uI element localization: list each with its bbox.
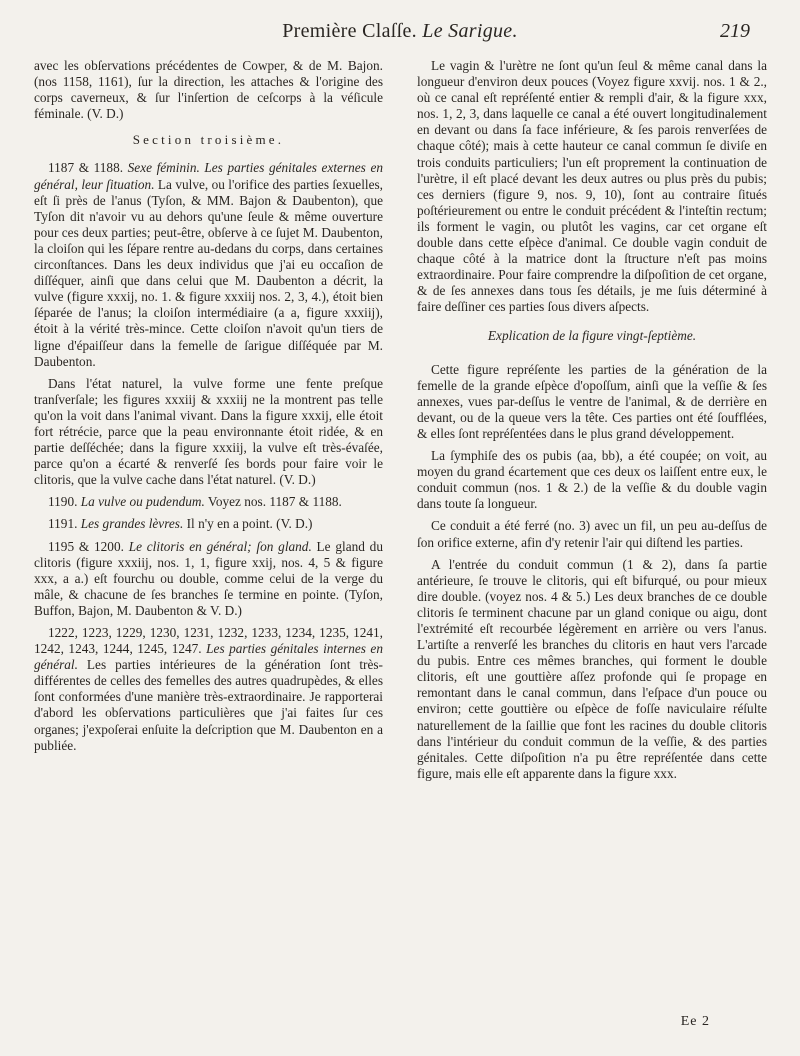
section-heading: Section troisième. xyxy=(132,132,285,148)
paragraph-sexe-feminin xyxy=(34,160,383,369)
paragraph-grandes-levres xyxy=(34,516,383,532)
paragraph-symphise: La ſymphiſe des os pubis (aa, bb), a été coupée; on voit, au moyen du grand écartement que ces deux os laiſſent entre eux, le conduit commun (nos. 1 & 2.) de la veſſie & du double vagin dans toute ſa longueur. xyxy=(417,448,767,512)
paragraph-double-clitoris: A l'entrée du conduit commun (1 & 2), dans ſa partie antérieure, ſe trouve le clitoris, qui eſt bifurqué, ou pour mieux dire double. (voyez nos. 4 & 5.) Les deux branches de ce double clitoris ſe terminent chacune par un gland conique ou aigu, dont l'extrémité eſt recourbée légèrement en arrière ou vers l'anus. L'artiſte a renverſé les branches du clitoris en haut vers l'arcade du pubis. Entre ces mêmes branches, qui forment le double clitoris, eſt une gouttière aſſez profonde qui ſe propage en remontant dans le canal commun, dans l'eſpace d'un pouce ou environ; cette gouttière ou eſpèce de foſſe naviculaire réſulte naturellement de la ſaillie que font les racines du double clitoris dans l'intérieur du conduit commun de la veſſie, & des parties génitales. Cette diſpoſition n'a pu être repréſentée dans cette figure, mais elle eſt apparente dans la figure xxx. xyxy=(417,556,767,781)
paragraph-topic: Sexe féminin. Les parties génitales externes en général, leur ſituation. xyxy=(34,160,383,192)
paragraph-number: 1222, 1223, 1229, 1230, 1231, 1232, 1233, 1234, 1235, 1241, 1242, 1243, 1244, 1245, 1247. xyxy=(34,625,383,657)
header-title-italic: Le Sarigue. xyxy=(422,20,518,42)
header-title-main: Première Claſſe. xyxy=(282,20,417,42)
right-column xyxy=(417,58,767,788)
header-title xyxy=(30,20,770,43)
left-column xyxy=(34,58,383,760)
paragraph-etat-naturel: Dans l'état naturel, la vulve forme une fente preſque tranſverſale; les figures xxxiij & xxxiij ne la montrent pas telle qu'on la voit dans l'animal vivant. Dans la figure xxxij, elle étoit fort rétrécie, parce que la peau environnante étoit ridée, & en partie deſſéchée; dans la figure xxxiij, la vulve eſt très-évaſée, parce qu'on a écarté & renverſé ſes bords pour faire voir le clitoris, que la vulve cache dans l'état naturel. (V. D.) xyxy=(34,375,383,488)
paragraph-text: Voyez nos. 1187 & 1188. xyxy=(204,494,342,510)
paragraph-text: La vulve, ou l'orifice des parties ſexuelles, eſt ſi près de l'anus (Tyſon, & MM. Bajon & Daubenton), que Tyſon dit n'avoir vu au dehors qu'une ſeule & même ouverture pour ces deux parties; peut-être, obſerve à ce ſujet M. Daubenton, la cloiſon qui les ſépare rentre au-dedans du corps, dans certaines circonſtances. Dans les deux individus que j'ai eu occaſion de diſſéquer, ainſi que dans celui que M. Daubenton a décrit, la vulve (figure xxxij, no. 1. & figure xxxiij nos. 2, 3, 4.), étoit bien ſéparée de l'anus; la cloiſon intermédiaire (a a, figure xxxiij), étoit à la vérité très-mince. Cette cloiſon n'avoit qu'un tiers de ligne d'épaiſſeur dans la femelle de ſarigue diſſéquée par M. Daubenton. xyxy=(34,176,383,369)
paragraph-text: Il n'y en a point. (V. D.) xyxy=(183,516,313,532)
paragraph-number: 1187 & 1188. xyxy=(48,160,128,176)
paragraph-vulve xyxy=(34,494,383,510)
paragraph-vagin-uretre: Le vagin & l'urètre ne ſont qu'un ſeul & même canal dans la longueur d'environ deux pouces (Voyez figure xxvij. nos. 1 & 2., où ce canal eſt repréſenté entier & rempli d'air, & la figure xxx, nos. 1, 2, 3, dans laquelle ce canal a été ouvert longitudinalement en devant ou dans ſa face inférieure, & ſes parois renverſées de chaque côté); mais à cette hauteur ce canal commun ſe diviſe en trois conduits particuliers; l'un eſt proprement la continuation de l'urètre, il eſt placé devant les deux autres ou plus près du pubis; ces derniers (figure 9, nos. 9, 10), ſont au contraire ſitués poſtérieurement ou entre le conduit précédent & l'inteſtin rectum; ils forment le vagin, ou plutôt les vagins, car cet organe eſt double dans cette eſpèce d'animal. Ce double vagin conduit de chaque côté à la matrice dont la ſtructure n'eſt pas moins extraordinaire. Pour faire comprendre la diſpoſition de cet organe, & de ſes annexes dans tous ſes détails, je me ſuis déterminé à faire deſſiner ces parties ſous divers aſpects. xyxy=(417,58,767,315)
paragraph-figure-description: Cette figure repréſente les parties de la génération de la femelle de la grande eſpèce d'opoſſum, ainſi que la veſſie & ſes annexes, vues par-deſſus le ventre de l'animal, & de derrière en devant, ou de la queue vers la tête. Ces parties ont été ſoufflées, & elles ſont repréſentées dans le plus grand développement. xyxy=(417,361,767,441)
paragraph-intro: avec les obſervations précédentes de Cowper, & de M. Bajon. (nos 1158, 1161), ſur la direction, les attaches & l'origine des corps caverneux, & ſur l'inſertion de ceſcorps à la véſicule féminale. (V. D.) xyxy=(34,58,383,122)
paragraph-clitoris xyxy=(34,539,383,619)
paragraph-number: 1191. xyxy=(48,516,81,532)
paragraph-topic: Le clitoris en général; ſon gland. xyxy=(128,538,312,554)
paragraph-text: Les parties intérieures de la génération ſont très-différentes de celles des femelles des autres quadrupèdes, & elles ſont conformées d'une manière très-extraordinaire. Je rapporterai d'abord les obſervations particulières que j'ai faites ſur ces organes; j'expoſerai enſuite la deſcription que M. Daubenton en a publiée. xyxy=(34,657,383,753)
paragraph-number: 1190. xyxy=(48,494,81,510)
figure-explanation-heading: Explication de la figure vingt-ſeptième. xyxy=(487,327,697,343)
paragraph-parties-internes xyxy=(34,625,383,754)
paragraph-topic: Les grandes lèvres. xyxy=(80,516,184,532)
paragraph-topic: La vulve ou pudendum. xyxy=(80,494,205,510)
page-number: 219 xyxy=(720,20,750,42)
paragraph-number: 1195 & 1200. xyxy=(48,538,129,554)
paragraph-conduit: Ce conduit a été ferré (no. 3) avec un fil, un peu au-deſſus de ſon orifice externe, afin d'y retenir l'air qui diſtend les parties. xyxy=(417,518,767,550)
paragraph-text: Le gland du clitoris (figure xxxiij, nos. 1, 1, figure xxij, nos. 4, 5 & figure xxx, a a.) eſt fourchu ou double, comme celui de la verge du mâle, & chacune de ſes branches ſe termine en pointe. (Tyſon, Buffon, Bajon, M. Daubenton & V. D.) xyxy=(34,538,383,618)
running-header xyxy=(30,20,770,50)
signature-mark: Ee 2 xyxy=(680,1014,710,1029)
paragraph-topic: Les parties génitales internes en général. xyxy=(34,641,383,673)
